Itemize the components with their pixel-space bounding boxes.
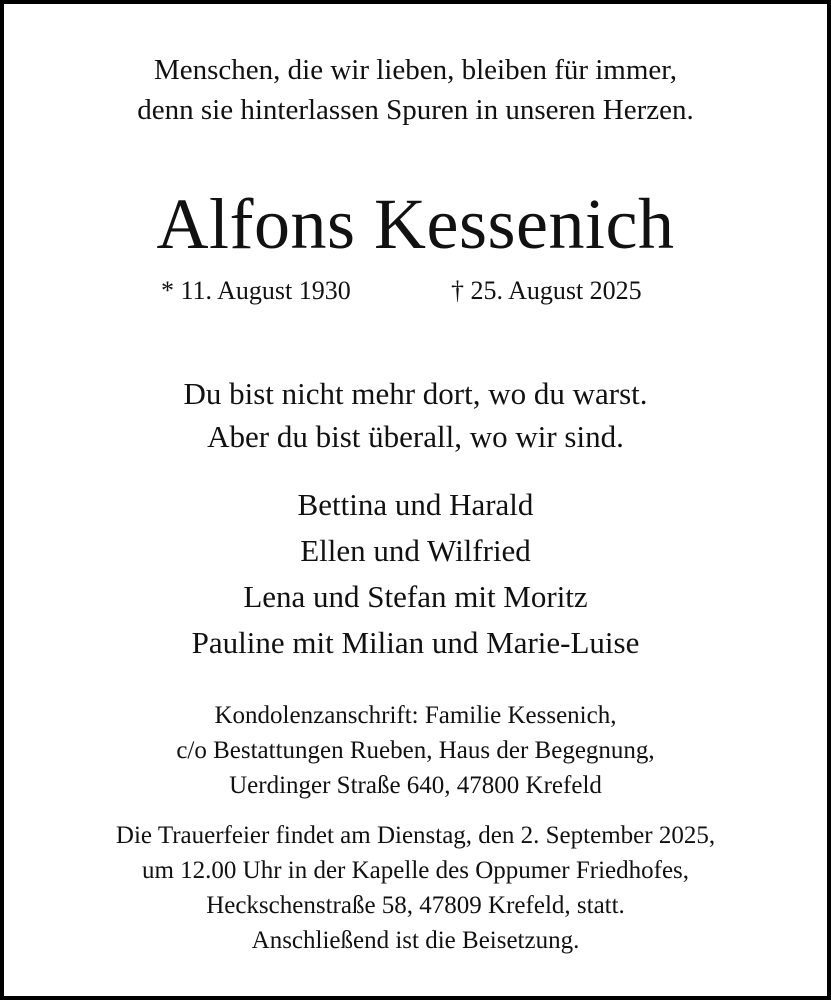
verse-line: Aber du bist überall, wo wir sind. <box>207 419 624 454</box>
ceremony-line: Die Trauerfeier findet am Dienstag, den 2. September 2025, <box>115 822 716 849</box>
address-line: Kondolenzanschrift: Familie Kessenich, <box>214 702 617 729</box>
ceremony-line: Anschließend ist die Beisetzung. <box>251 927 580 954</box>
mourner-entry: Bettina und Harald <box>297 487 534 522</box>
death-date: † 25. August 2025 <box>451 276 642 305</box>
mourner-entry: Lena und Stefan mit Moritz <box>243 579 588 614</box>
mourner-entry: Pauline mit Milian und Marie-Luise <box>191 625 640 660</box>
mourner-entry: Ellen und Wilfried <box>300 533 531 568</box>
opening-motto <box>4 50 827 130</box>
funeral-service-info <box>4 818 827 958</box>
birth-date: * 11. August 1930 <box>161 276 351 305</box>
memorial-verse <box>4 372 827 458</box>
ceremony-line: Heckschenstraße 58, 47809 Krefeld, statt. <box>206 892 625 919</box>
condolence-address <box>4 698 827 803</box>
verse-line: Du bist nicht mehr dort, wo du warst. <box>183 376 648 411</box>
motto-line: denn sie hinterlassen Spuren in unseren Herzen. <box>137 94 694 126</box>
mourners-list <box>4 482 827 666</box>
address-line: Uerdinger Straße 640, 47800 Krefeld <box>229 772 602 799</box>
ceremony-line: um 12.00 Uhr in der Kapelle des Oppumer Friedhofes, <box>141 857 690 884</box>
motto-line: Menschen, die wir lieben, bleiben für immer, <box>153 54 678 86</box>
deceased-name: Alfons Kessenich <box>156 184 675 264</box>
address-line: c/o Bestattungen Rueben, Haus der Begegnung, <box>176 737 655 764</box>
